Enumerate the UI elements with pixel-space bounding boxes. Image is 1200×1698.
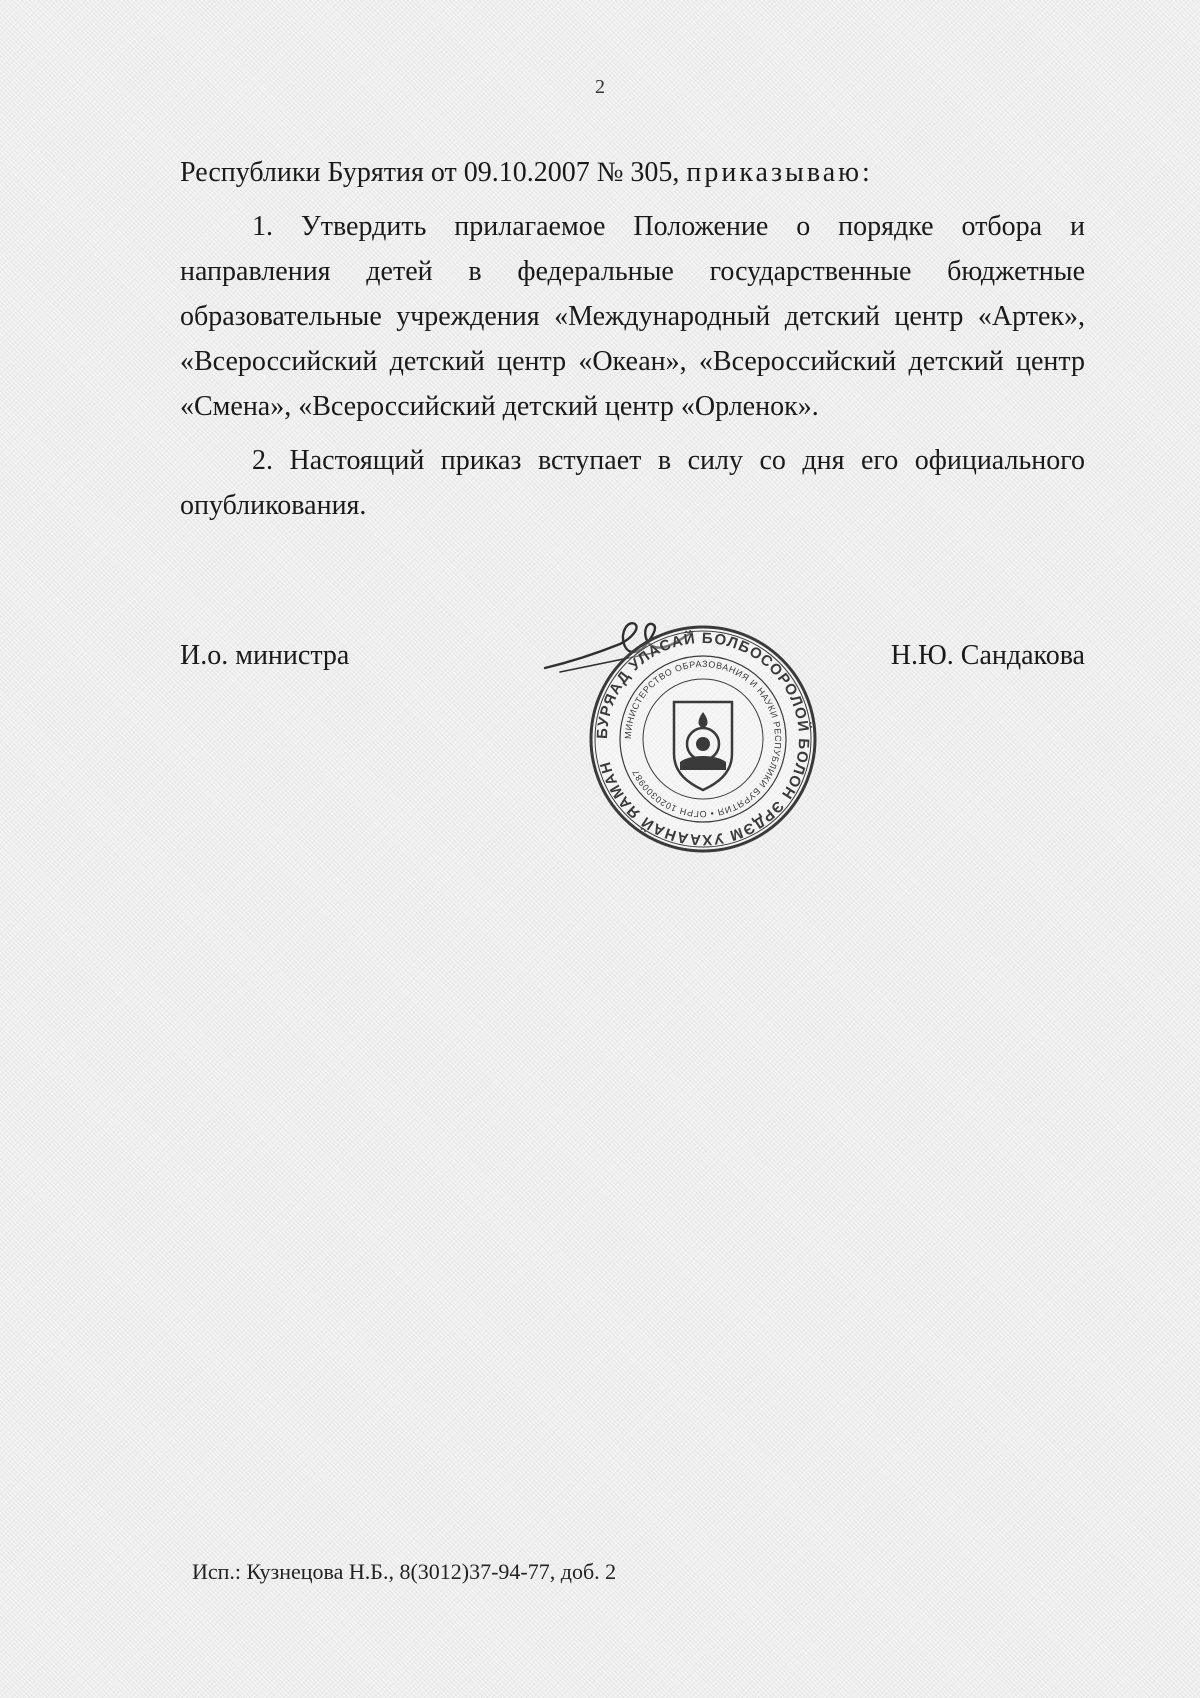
document-body xyxy=(180,150,1085,528)
seal-outer-text: БУРЯАД УЛАСАЙ БОЛБОСОРОЛОЙ БОЛОН ЭРДЭМ УХААНАЙ ЯАМАН xyxy=(593,629,813,849)
page-number: 2 xyxy=(595,76,605,98)
official-seal xyxy=(586,622,820,856)
signer-position: И.о. министра xyxy=(180,640,350,671)
signer-name: Н.Ю. Сандакова xyxy=(890,640,1085,671)
order-item-1: 1. Утвердить прилагаемое Положение о порядке отбора и направления детей в федеральные государственные бюджетные образовательные учреждения «Международный детский центр «Артек», «Всероссийский детский центр «Океан», «Всероссийский детский центр «Смена», «Всероссийский детский центр «Орленок». xyxy=(180,211,1085,422)
order-item-2: 2. Настоящий приказ вступает в силу со дня его официального опубликования. xyxy=(180,445,1085,521)
seal-inner-text: МИНИСТЕРСТВО ОБРАЗОВАНИЯ И НАУКИ РЕСПУБЛИКИ БУРЯТИЯ • ОГРН 1020300987 xyxy=(622,658,784,820)
intro-text: Республики Бурятия от 09.10.2007 № 305, xyxy=(180,157,680,188)
order-word: приказываю: xyxy=(686,157,873,188)
intro-paragraph xyxy=(180,150,1085,195)
executor-contact: Исп.: Кузнецова Н.Б., 8(3012)37-94-77, доб. 2 xyxy=(192,1559,617,1584)
